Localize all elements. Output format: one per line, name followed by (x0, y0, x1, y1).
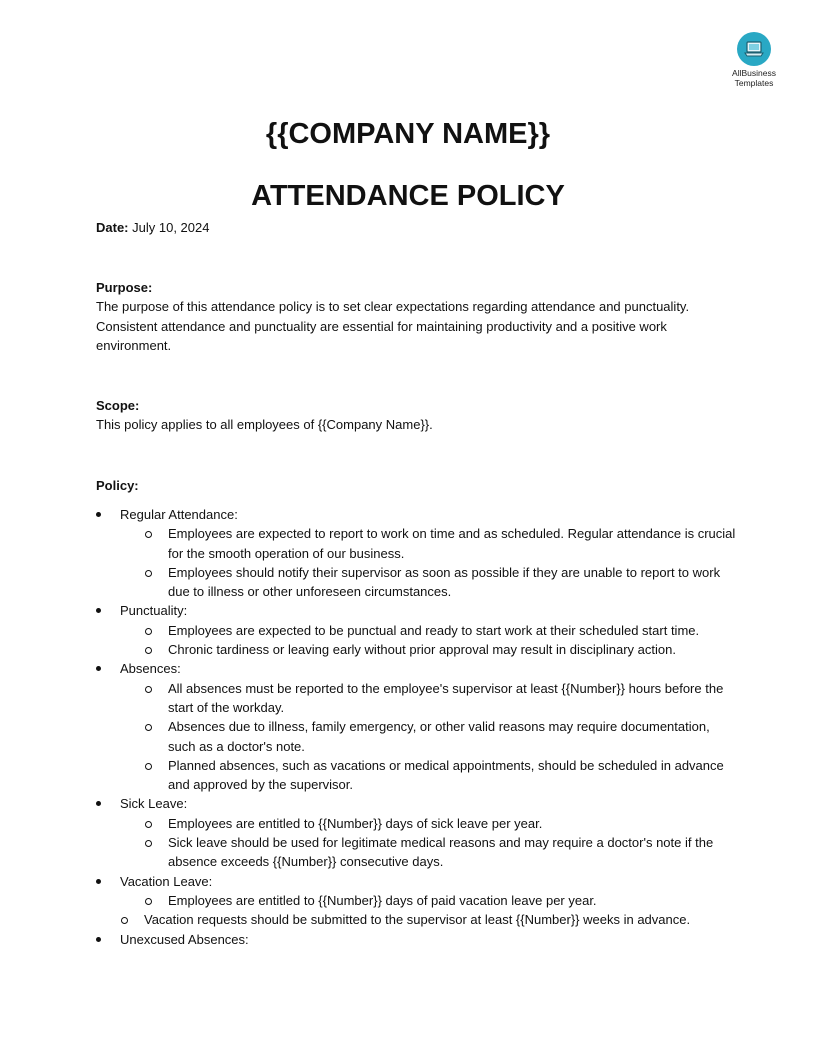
policy-subitem-text: Employees are expected to report to work on time and as scheduled. Regular attendance is crucial for the smooth operation of our business. (168, 526, 736, 561)
logo-text-line-1: AllBusiness (732, 68, 776, 78)
policy-heading: Policy: (96, 478, 139, 493)
date-line (96, 218, 726, 237)
policy-subitem-text: Employees should notify their supervisor as soon as possible if they are unable to report to work due to illness or other unforeseen circumstances. (168, 564, 721, 600)
circle-bullet-icon (145, 840, 152, 847)
policy-subitem (96, 833, 736, 872)
policy-item (96, 872, 736, 891)
bullet-icon (96, 512, 101, 517)
policy-item (96, 659, 736, 678)
policy-item-label: Unexcused Absences: (120, 931, 249, 947)
policy-subitem (96, 910, 736, 929)
policy-subitem-text: Employees are entitled to {{Number}} days of sick leave per year. (168, 815, 543, 831)
policy-subitem (96, 717, 736, 756)
scope-section (96, 396, 726, 435)
bullet-icon (96, 608, 101, 613)
circle-bullet-icon (145, 686, 152, 693)
policy-item (96, 601, 736, 620)
policy-subitem-text: Planned absences, such as vacations or medical appointments, should be scheduled in advance and approved by the supervisor. (168, 757, 724, 793)
bullet-icon (96, 666, 101, 671)
scope-text: This policy applies to all employees of {{Company Name}}. (96, 417, 433, 433)
policy-item (96, 505, 736, 524)
circle-bullet-icon (145, 821, 152, 828)
policy-subitem-text: Absences due to illness, family emergency, or other valid reasons may require documentation, such as a doctor's note. (168, 719, 710, 754)
circle-bullet-icon (145, 898, 152, 905)
circle-bullet-icon (145, 531, 152, 538)
circle-bullet-icon (145, 628, 152, 635)
policy-subitem (96, 891, 736, 910)
scope-heading: Scope: (96, 398, 140, 413)
purpose-heading: Purpose: (96, 280, 153, 295)
policy-item-label: Vacation Leave: (120, 873, 213, 889)
policy-list (96, 505, 736, 949)
policy-subitem (96, 621, 736, 640)
policy-subitem-text: All absences must be reported to the employee's supervisor at least {{Number}} hours before the start of the workday. (168, 680, 724, 715)
policy-item (96, 930, 736, 949)
policy-subitem-text: Employees are expected to be punctual and ready to start work at their scheduled start time. (168, 622, 700, 638)
bullet-icon (96, 801, 101, 806)
policy-item-label: Sick Leave: (120, 796, 188, 812)
purpose-text: The purpose of this attendance policy is to set clear expectations regarding attendance and punctuality. Consistent attendance and punctuality are essential for maintaining productivity and a positive work environment. (96, 299, 690, 353)
circle-bullet-icon (121, 917, 128, 924)
policy-subitem (96, 679, 736, 718)
allbusiness-templates-logo (726, 32, 782, 88)
company-name-heading: {{COMPANY NAME}} (265, 118, 551, 150)
policy-item (96, 794, 736, 813)
document-title: ATTENDANCE POLICY (251, 180, 565, 212)
policy-subitem (96, 524, 736, 563)
circle-bullet-icon (145, 724, 152, 731)
policy-subitem-text: Employees are entitled to {{Number}} days of paid vacation leave per year. (168, 892, 597, 908)
date-value: July 10, 2024 (132, 220, 210, 235)
policy-item-label: Punctuality: (120, 603, 188, 619)
policy-subitem-text: Vacation requests should be submitted to the supervisor at least {{Number}} weeks in advance. (144, 912, 691, 928)
bullet-icon (96, 879, 101, 884)
policy-item-label: Regular Attendance: (120, 507, 238, 522)
policy-subitem-text: Sick leave should be used for legitimate medical reasons and may require a doctor's note if the absence exceeds {{Number}} consecutive days. (168, 835, 714, 870)
policy-subitem (96, 640, 736, 659)
purpose-section (96, 278, 726, 355)
circle-bullet-icon (145, 570, 152, 577)
circle-bullet-icon (145, 647, 152, 654)
laptop-icon (737, 32, 771, 66)
policy-subitem (96, 814, 736, 833)
bullet-icon (96, 937, 101, 942)
policy-subitem (96, 756, 736, 795)
date-label: Date: (96, 220, 129, 235)
policy-item-label: Absences: (120, 661, 181, 677)
policy-subitem-text: Chronic tardiness or leaving early without prior approval may result in disciplinary action. (168, 642, 676, 658)
circle-bullet-icon (145, 763, 152, 770)
policy-subitem (96, 563, 736, 602)
logo-text-line-2: Templates (734, 78, 774, 88)
